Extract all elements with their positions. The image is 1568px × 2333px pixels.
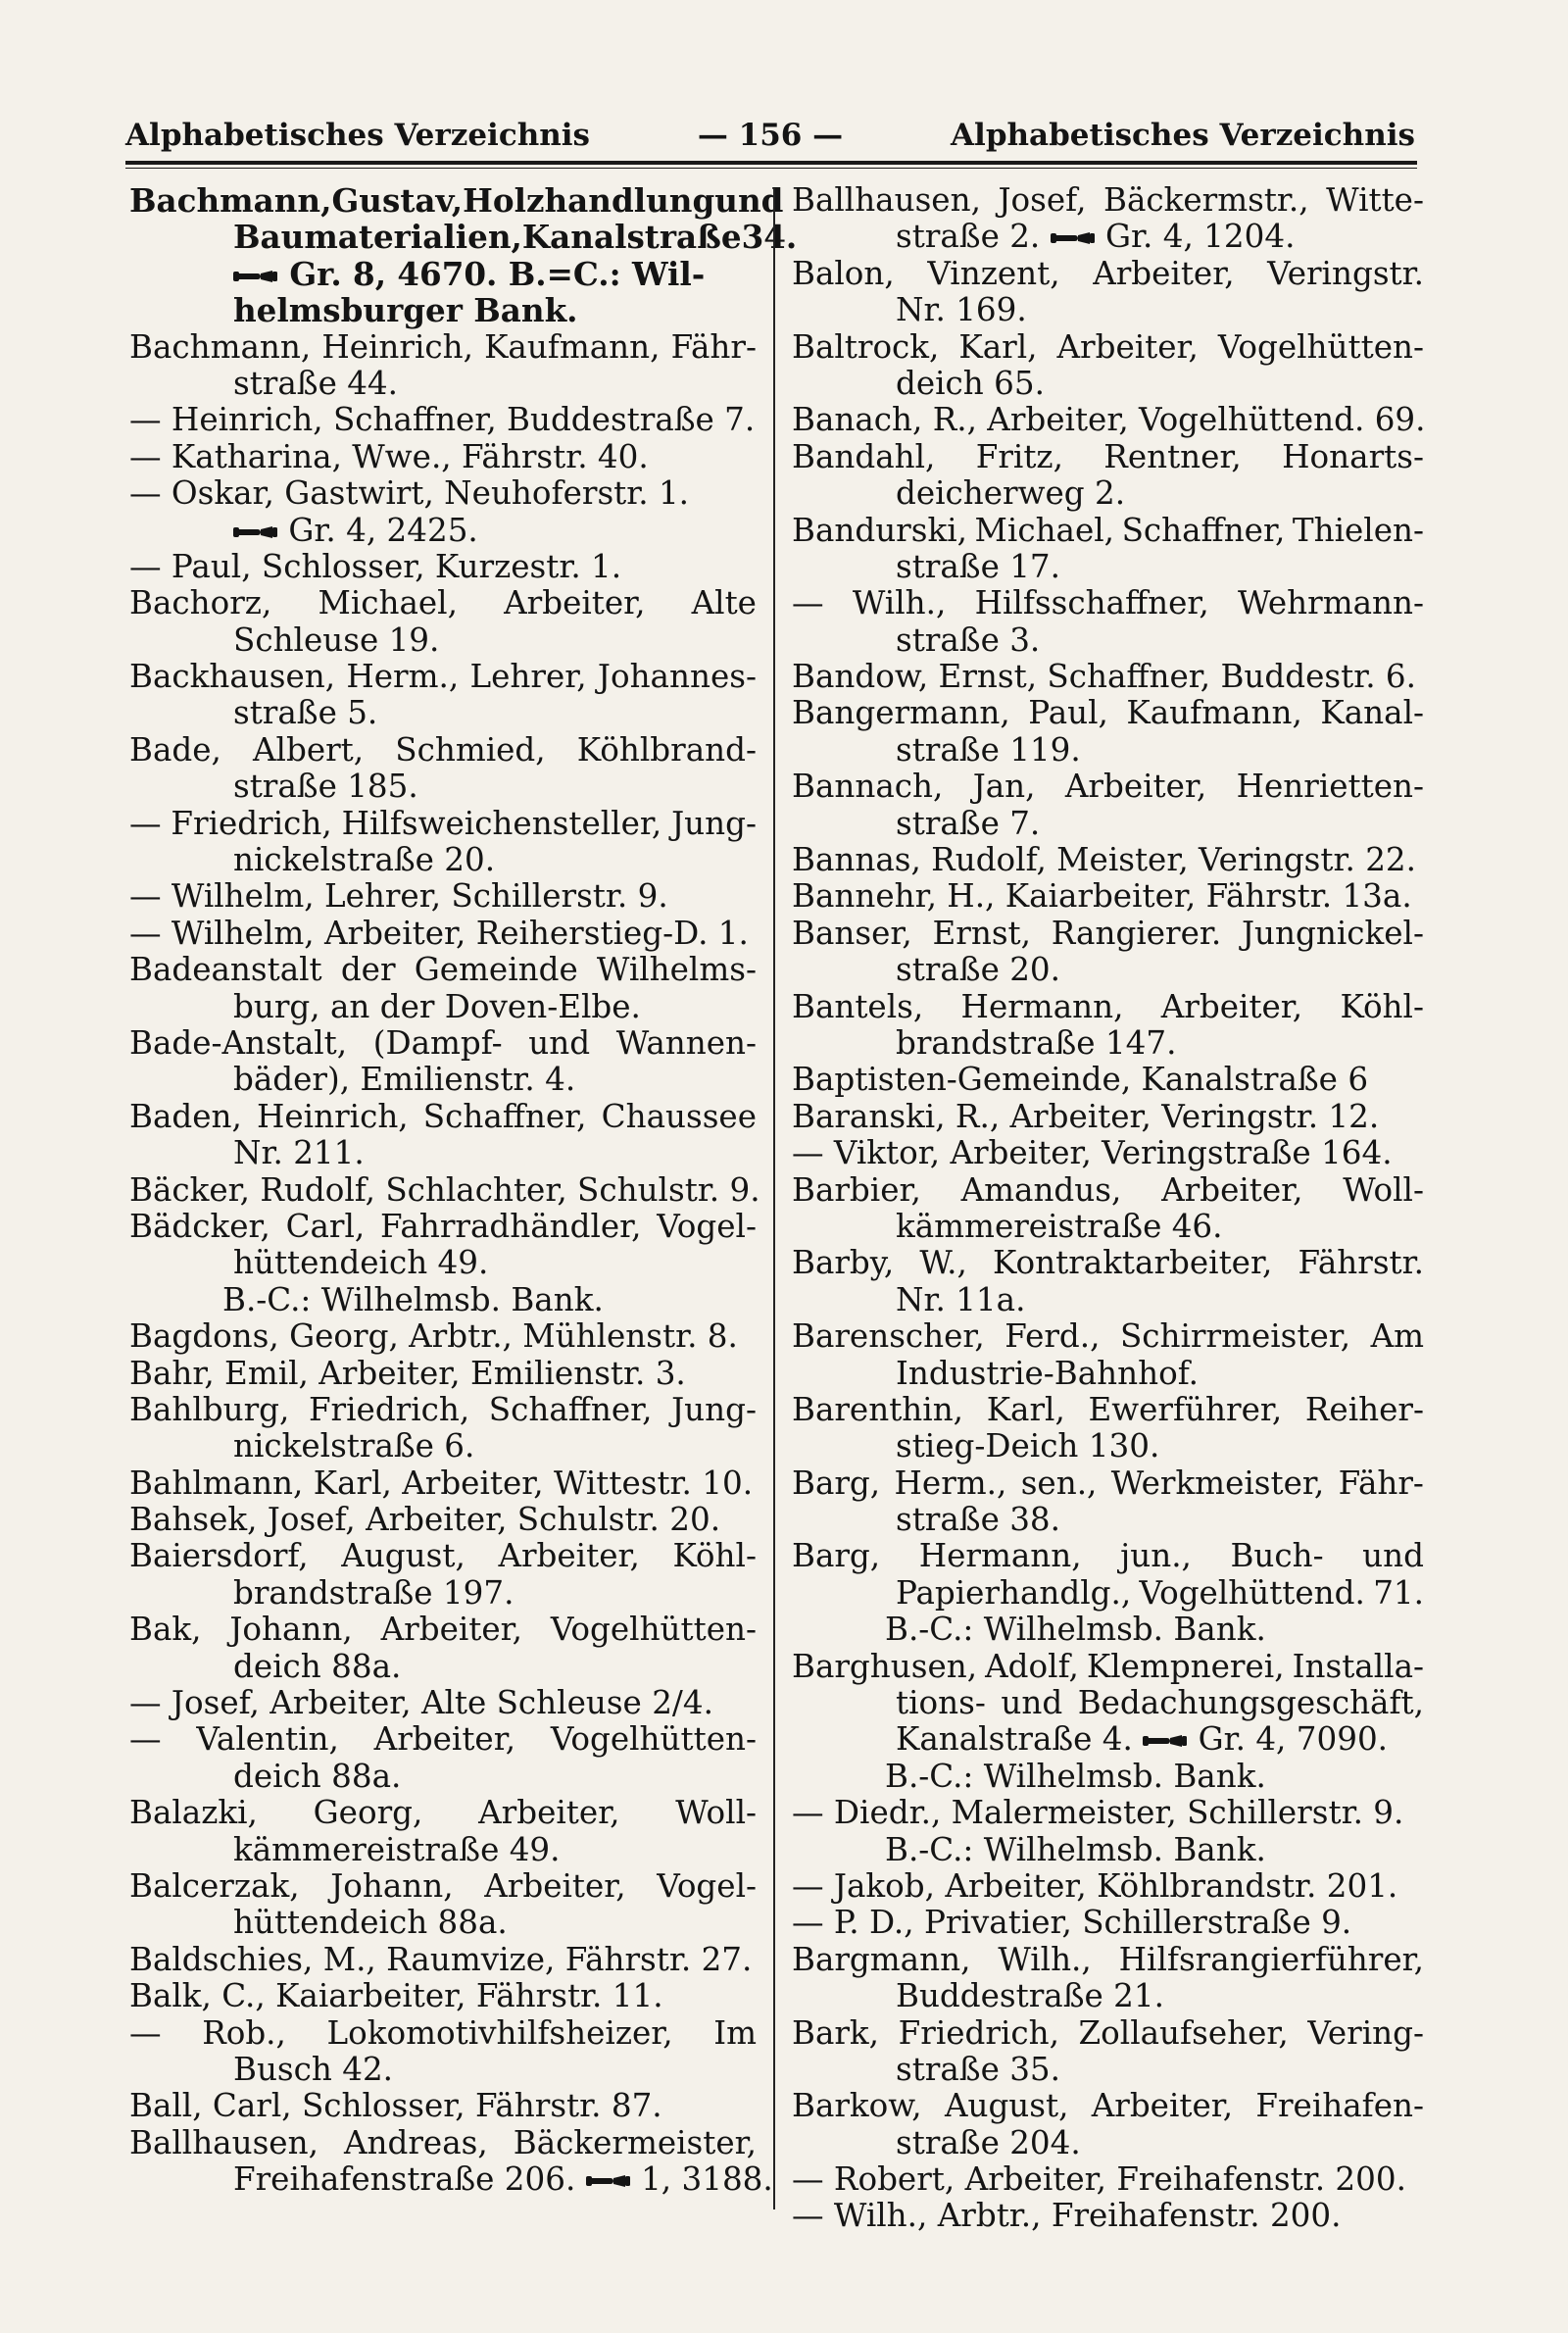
entry-text: Bannach, Jan, Arbeiter, Henrietten- xyxy=(792,768,1424,806)
entry-text: straße 35. xyxy=(896,2050,1061,2088)
directory-line xyxy=(129,1685,757,1721)
directory-line xyxy=(129,878,757,915)
directory-line xyxy=(792,549,1424,585)
telephone-icon xyxy=(233,270,278,283)
entry-text: bäder), Emilienstr. 4. xyxy=(233,1061,576,1099)
entry-text: Nr. 11a. xyxy=(896,1280,1026,1318)
entry-text: Balcerzak, Johann, Arbeiter, Vogel- xyxy=(129,1866,757,1905)
directory-line xyxy=(792,1795,1424,1831)
entry-text: brandstraße 197. xyxy=(233,1573,514,1612)
entry-text: Baptisten-Gemeinde, Kanalstraße 6 xyxy=(792,1061,1369,1099)
directory-line xyxy=(792,402,1424,438)
directory-line xyxy=(129,1538,757,1574)
entry-text: Balazki, Georg, Arbeiter, Woll- xyxy=(129,1794,757,1832)
directory-line xyxy=(129,439,757,475)
entry-text: B.-C.: Wilhelmsb. Bank. xyxy=(885,1611,1266,1649)
directory-line xyxy=(792,732,1424,769)
phone-number: Gr. 4, 1204. xyxy=(1105,218,1296,256)
entry-text: hüttendeich 49. xyxy=(233,1244,489,1282)
entry-text: Bantels, Hermann, Arbeiter, Köhl- xyxy=(792,987,1424,1025)
directory-line xyxy=(129,769,757,805)
running-head-right: Alphabetisches Verzeichnis xyxy=(950,118,1415,153)
directory-line xyxy=(129,256,757,292)
entry-text: Balon, Vinzent, Arbeiter, Veringstr. xyxy=(792,254,1424,292)
directory-line xyxy=(792,1356,1424,1392)
directory-line xyxy=(792,916,1424,952)
directory-line xyxy=(129,1245,757,1281)
directory-line xyxy=(792,659,1424,695)
directory-line xyxy=(129,549,757,585)
entry-text: kämmereistraße 49. xyxy=(233,1830,561,1868)
entry-text: — Diedr., Malermeister, Schillerstr. 9. xyxy=(792,1794,1404,1832)
directory-line xyxy=(792,1282,1424,1318)
entry-text: Banach, R., Arbeiter, Vogelhüttend. 69. xyxy=(792,401,1426,439)
entry-text: Industrie-Bahnhof. xyxy=(896,1354,1199,1392)
left-column xyxy=(129,181,798,2199)
directory-line xyxy=(792,366,1424,402)
directory-line xyxy=(792,695,1424,731)
directory-line xyxy=(792,1209,1424,1245)
entry-text: Gr. 8, 4670. B.=C.: Wil- xyxy=(289,254,706,293)
directory-line xyxy=(792,1868,1424,1905)
directory-line xyxy=(129,402,757,438)
entry-text: deich 65. xyxy=(896,364,1045,402)
directory-line xyxy=(792,1318,1424,1355)
directory-line xyxy=(792,1832,1424,1868)
directory-line xyxy=(129,1282,757,1318)
entry-text: Ball, Carl, Schlosser, Fährstr. 87. xyxy=(129,2087,662,2125)
directory-line xyxy=(129,806,757,842)
directory-line xyxy=(792,806,1424,842)
directory-line xyxy=(129,2052,757,2088)
entry-text: straße 185. xyxy=(233,768,418,806)
entry-text: Bachmann, Heinrich, Kaufmann, Fähr- xyxy=(129,327,757,366)
entry-text: Bachmann, Gustav, Holzhandlung und xyxy=(129,181,784,220)
directory-line xyxy=(792,219,1424,255)
directory-line xyxy=(792,1538,1424,1574)
entry-text: B.-C.: Wilhelmsb. Bank. xyxy=(222,1280,604,1318)
directory-line xyxy=(792,1465,1424,1502)
entry-text: Nr. 211. xyxy=(233,1134,365,1172)
directory-line xyxy=(129,1795,757,1831)
directory-line xyxy=(792,585,1424,621)
directory-line xyxy=(792,182,1424,219)
directory-line xyxy=(129,659,757,695)
telephone-icon xyxy=(233,525,278,539)
directory-line xyxy=(129,1170,760,1209)
directory-line xyxy=(129,842,757,878)
directory-line xyxy=(129,366,757,402)
entry-text: straße 38. xyxy=(896,1501,1061,1539)
right-column xyxy=(792,182,1424,2235)
page-header xyxy=(125,110,1415,165)
entry-text: straße 7. xyxy=(896,804,1041,842)
directory-line xyxy=(129,1942,757,1978)
directory-line xyxy=(792,1905,1424,1941)
entry-text: Barg, Hermann, jun., Buch- und xyxy=(792,1537,1424,1575)
entry-text: Nr. 169. xyxy=(896,291,1027,329)
entry-text: Baiersdorf, August, Arbeiter, Köhl- xyxy=(129,1537,757,1575)
entry-text: straße 20. xyxy=(896,951,1061,989)
entry-text: — Oskar, Gastwirt, Neuhoferstr. 1. xyxy=(129,474,690,513)
directory-line xyxy=(792,256,1424,292)
directory-line xyxy=(129,1502,757,1538)
directory-line xyxy=(129,1759,757,1795)
directory-line xyxy=(792,329,1424,366)
entry-text: — Rob., Lokomotivhilfsheizer, Im xyxy=(129,2013,757,2052)
directory-line xyxy=(792,1172,1424,1209)
directory-line xyxy=(792,1721,1424,1758)
entry-text: B.-C.: Wilhelmsb. Bank. xyxy=(885,1757,1266,1795)
directory-line xyxy=(792,842,1424,878)
entry-text: B.-C.: Wilhelmsb. Bank. xyxy=(885,1830,1266,1868)
entry-text: Kanalstraße 4. xyxy=(896,1720,1133,1759)
directory-line xyxy=(129,1905,757,1941)
directory-line xyxy=(792,475,1424,512)
phone-number: 1, 3188. xyxy=(641,2160,773,2199)
entry-text: Papierhandlg., Vogelhüttend. 71. xyxy=(896,1573,1424,1612)
entry-text: helmsburger Bank. xyxy=(233,291,578,330)
entry-text: Bandurski, Michael, Schaffner, Thielen- xyxy=(792,511,1424,549)
directory-line xyxy=(792,1612,1424,1648)
entry-text: straße 119. xyxy=(896,730,1081,769)
directory-line xyxy=(129,1062,757,1098)
entry-text: — Heinrich, Schaffner, Buddestraße 7. xyxy=(129,401,756,439)
directory-line xyxy=(792,769,1424,805)
directory-line xyxy=(792,2088,1424,2124)
entry-text: Badeanstalt der Gemeinde Wilhelms- xyxy=(129,951,757,989)
directory-line xyxy=(129,292,757,328)
entry-text: Bak, Johann, Arbeiter, Vogelhütten- xyxy=(129,1611,757,1649)
directory-line xyxy=(792,1245,1424,1281)
running-head-left: Alphabetisches Verzeichnis xyxy=(125,118,591,153)
directory-line xyxy=(129,1465,757,1502)
directory-line xyxy=(129,989,757,1025)
header-rule xyxy=(125,161,1417,169)
directory-line xyxy=(129,1318,757,1355)
entry-text: — Wilhelm, Lehrer, Schillerstr. 9. xyxy=(129,877,668,916)
entry-text: — Viktor, Arbeiter, Veringstraße 164. xyxy=(792,1134,1393,1172)
entry-text: tions- und Bedachungsgeschäft, xyxy=(896,1684,1424,1722)
directory-line xyxy=(792,2015,1424,2052)
entry-text: Bädcker, Carl, Fahrradhändler, Vogel- xyxy=(129,1207,757,1245)
entry-text: Bark, Friedrich, Zollaufseher, Vering- xyxy=(792,2013,1424,2052)
directory-line xyxy=(129,1868,757,1905)
entry-text: nickelstraße 6. xyxy=(233,1427,475,1465)
entry-text: burg, an der Doven-Elbe. xyxy=(233,987,641,1025)
entry-text: Bäcker, Rudolf, Schlachter, Schulstr. 9. xyxy=(129,1170,760,1209)
entry-text: Barkow, August, Arbeiter, Freihafen- xyxy=(792,2087,1424,2125)
directory-line xyxy=(792,989,1424,1025)
entry-text: Bangermann, Paul, Kaufmann, Kanal- xyxy=(792,694,1424,732)
entry-text: Bandahl, Fritz, Rentner, Honarts- xyxy=(792,437,1424,475)
entry-text: Bagdons, Georg, Arbtr., Mühlenstr. 8. xyxy=(129,1317,738,1356)
entry-text: Schleuse 19. xyxy=(233,620,440,659)
directory-line xyxy=(129,2125,757,2161)
entry-text: — Josef, Arbeiter, Alte Schleuse 2/4. xyxy=(129,1684,713,1722)
entry-text: Balk, C., Kaiarbeiter, Fährstr. 11. xyxy=(129,1977,663,2015)
directory-line xyxy=(129,1099,757,1135)
entry-text: — Wilh., Arbtr., Freihafenstr. 200. xyxy=(792,2197,1342,2235)
directory-line xyxy=(792,1099,1424,1135)
directory-line xyxy=(129,1356,757,1392)
entry-text: Bade, Albert, Schmied, Köhlbrand- xyxy=(129,730,757,769)
directory-line xyxy=(792,1428,1424,1464)
entry-text: deich 88a. xyxy=(233,1757,402,1795)
entry-text: Baumaterialien, Kanalstraße 34. xyxy=(233,218,798,257)
entry-text: — Friedrich, Hilfsweichensteller, Jung- xyxy=(129,804,757,842)
telephone-icon xyxy=(1143,1734,1188,1748)
directory-line xyxy=(792,878,1424,915)
entry-text: Barenthin, Karl, Ewerführer, Reiher- xyxy=(792,1390,1424,1428)
entry-text: — Valentin, Arbeiter, Vogelhütten- xyxy=(129,1720,757,1759)
directory-line xyxy=(129,1025,757,1062)
directory-line xyxy=(792,1392,1424,1428)
directory-line xyxy=(129,1135,757,1171)
entry-text: — Paul, Schlosser, Kurzestr. 1. xyxy=(129,547,622,585)
entry-text: — Robert, Arbeiter, Freihafenstr. 200. xyxy=(792,2160,1406,2199)
entry-text: nickelstraße 20. xyxy=(233,841,496,879)
directory-line xyxy=(792,1135,1424,1171)
entry-text: — P. D., Privatier, Schillerstraße 9. xyxy=(792,1904,1352,1942)
entry-text: stieg-Deich 130. xyxy=(896,1427,1160,1465)
directory-line xyxy=(129,585,757,621)
entry-text: Bahlburg, Friedrich, Schaffner, Jung- xyxy=(129,1390,757,1428)
entry-text: straße 3. xyxy=(896,620,1041,659)
entry-text: Backhausen, Herm., Lehrer, Johannes- xyxy=(129,658,757,696)
directory-line xyxy=(792,952,1424,988)
entry-text: Bahlmann, Karl, Arbeiter, Wittestr. 10. xyxy=(129,1464,754,1502)
entry-text: Bargmann, Wilh., Hilfsrangierführer, xyxy=(792,1940,1424,1978)
entry-text: — Katharina, Wwe., Fährstr. 40. xyxy=(129,437,649,475)
entry-text: Barenscher, Ferd., Schirrmeister, Am xyxy=(792,1317,1424,1356)
directory-line xyxy=(792,439,1424,475)
entry-text: Barby, W., Kontraktarbeiter, Fährstr. xyxy=(792,1244,1424,1282)
entry-text: Ballhausen, Andreas, Bäckermeister, xyxy=(129,2123,757,2161)
entry-text: straße 17. xyxy=(896,547,1061,585)
directory-line xyxy=(792,513,1424,549)
directory-line xyxy=(129,218,798,257)
directory-line xyxy=(792,1685,1424,1721)
telephone-icon xyxy=(1051,231,1096,245)
entry-text: — Wilhelm, Arbeiter, Reiherstieg-D. 1. xyxy=(129,914,749,952)
entry-text: Freihafenstraße 206. xyxy=(233,2160,576,2199)
directory-line xyxy=(792,622,1424,659)
entry-text: deich 88a. xyxy=(233,1647,402,1685)
directory-line xyxy=(792,2161,1424,2198)
entry-text: Barghusen, Adolf, Klempnerei, Installa- xyxy=(792,1647,1424,1685)
entry-text: straße 204. xyxy=(896,2123,1081,2161)
entry-text: Baltrock, Karl, Arbeiter, Vogelhütten- xyxy=(792,327,1424,366)
telephone-icon xyxy=(586,2174,631,2188)
directory-line xyxy=(129,513,757,549)
directory-line xyxy=(129,916,757,952)
entry-text: Barg, Herm., sen., Werkmeister, Fähr- xyxy=(792,1464,1424,1502)
entry-text: Baldschies, M., Raumvize, Fährstr. 27. xyxy=(129,1940,753,1978)
directory-line xyxy=(792,1942,1424,1978)
directory-line xyxy=(129,1649,757,1685)
entry-text: Bahr, Emil, Arbeiter, Emilienstr. 3. xyxy=(129,1354,686,1392)
directory-line xyxy=(129,181,784,220)
directory-line xyxy=(129,1392,757,1428)
directory-line xyxy=(129,622,757,659)
entry-text: Bade-Anstalt, (Dampf- und Wannen- xyxy=(129,1023,757,1062)
directory-line xyxy=(792,1759,1424,1795)
directory-line xyxy=(792,1502,1424,1538)
directory-line xyxy=(129,1612,757,1648)
entry-text: hüttendeich 88a. xyxy=(233,1904,508,1942)
entry-text: Bannehr, H., Kaiarbeiter, Fährstr. 13a. xyxy=(792,877,1412,916)
directory-line xyxy=(129,695,757,731)
entry-text: Barbier, Amandus, Arbeiter, Woll- xyxy=(792,1170,1424,1209)
entry-text: Busch 42. xyxy=(233,2050,394,2088)
directory-line xyxy=(129,1832,757,1868)
entry-text: Baranski, R., Arbeiter, Veringstr. 12. xyxy=(792,1097,1380,1135)
entry-text: Ballhausen, Josef, Bäckermstr., Witte- xyxy=(792,181,1424,219)
entry-text: straße 5. xyxy=(233,694,378,732)
directory-line xyxy=(792,292,1424,328)
entry-text: Bachorz, Michael, Arbeiter, Alte xyxy=(129,584,757,622)
entry-text: Buddestraße 21. xyxy=(896,1977,1164,2015)
directory-line xyxy=(792,2125,1424,2161)
directory-line xyxy=(129,475,757,512)
directory-line xyxy=(792,1025,1424,1062)
directory-line xyxy=(129,732,757,769)
entry-text: Bahsek, Josef, Arbeiter, Schulstr. 20. xyxy=(129,1501,721,1539)
entry-text: straße 44. xyxy=(233,364,399,402)
column-divider xyxy=(773,188,775,2209)
directory-line xyxy=(792,1649,1424,1685)
directory-line xyxy=(129,1721,757,1758)
entry-text: Gr. 4, 2425. xyxy=(288,511,478,549)
directory-line xyxy=(129,1209,757,1245)
entry-text: Bannas, Rudolf, Meister, Veringstr. 22. xyxy=(792,841,1417,879)
directory-line xyxy=(792,2198,1424,2234)
directory-line xyxy=(129,1428,757,1464)
directory-line xyxy=(129,2015,757,2052)
directory-line xyxy=(129,952,757,988)
entry-text: — Wilh., Hilfsschaffner, Wehrmann- xyxy=(792,584,1424,622)
entry-text: — Jakob, Arbeiter, Köhlbrandstr. 201. xyxy=(792,1866,1398,1905)
entry-text: kämmereistraße 46. xyxy=(896,1207,1223,1245)
directory-line xyxy=(129,1575,757,1612)
page-number: — 156 — xyxy=(697,118,844,153)
entry-text: deicherweg 2. xyxy=(896,474,1126,513)
entry-text: Bandow, Ernst, Schaffner, Buddestr. 6. xyxy=(792,658,1416,696)
directory-line xyxy=(792,1062,1424,1098)
directory-line xyxy=(129,2160,773,2199)
directory-line xyxy=(792,2052,1424,2088)
entry-text: Baden, Heinrich, Schaffner, Chaussee xyxy=(129,1097,757,1135)
directory-line xyxy=(129,1978,757,2014)
entry-text: Banser, Ernst, Rangierer. Jungnickel- xyxy=(792,914,1424,952)
directory-line xyxy=(129,329,757,366)
entry-text: brandstraße 147. xyxy=(896,1023,1177,1062)
directory-line xyxy=(792,1978,1424,2014)
directory-line xyxy=(129,2088,757,2124)
directory-line xyxy=(792,1575,1424,1612)
phone-number: Gr. 4, 7090. xyxy=(1198,1720,1389,1759)
entry-text: straße 2. xyxy=(896,218,1041,256)
